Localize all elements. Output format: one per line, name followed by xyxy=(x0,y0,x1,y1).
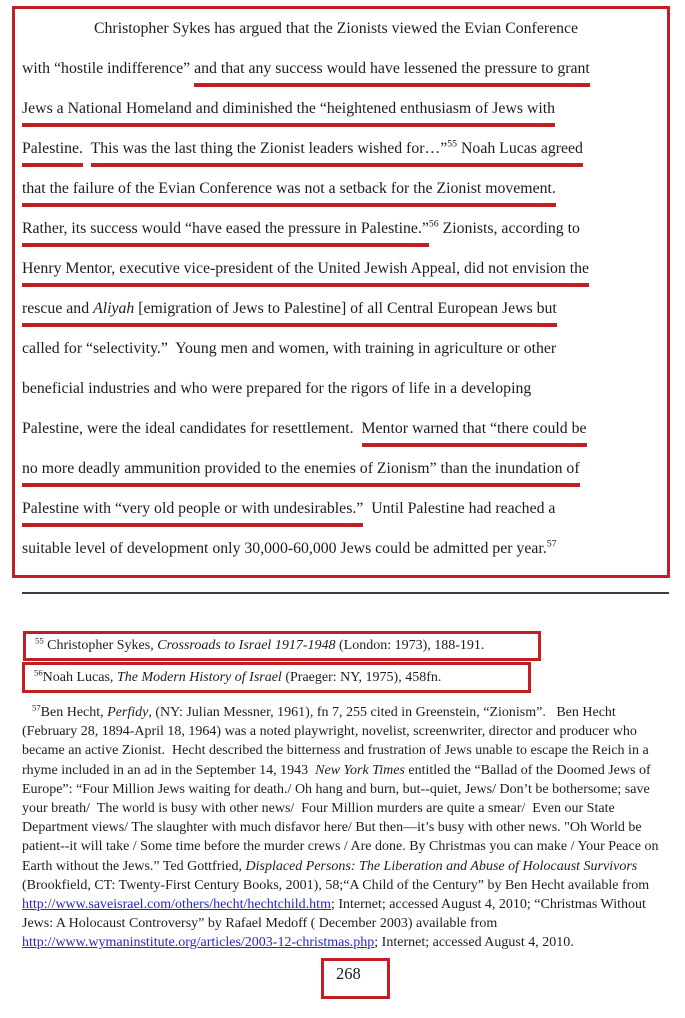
red-underlined-text xyxy=(447,140,457,167)
text-segment: Zionists, according to xyxy=(438,220,580,237)
red-underlined-text: Rather, its success would “have eased the pressure in Palestine.” xyxy=(22,220,429,247)
text-segment: entitled the “Ballad of the Doomed Jews of Europe”: “Four Million Jews waiting for death./ Oh hang and burn, but--quiet, Jews/ Don’t be bothersome; save your breath/ The world is busy with other news/ Four Million murders are quite a smear/ Even our State Department views/ The slaughter with much disfavor here/ But then—it’s busy with other news. "Oh World be patient--it will take / Some time before the murder crews / Are done. By Christmas you can make / Your Peace on Earth without the Jews.” Ted Gottfried, xyxy=(22,762,662,874)
paragraph-line xyxy=(22,289,661,329)
text-segment xyxy=(83,140,91,157)
text-segment: ; Internet; accessed August 4, 2010. xyxy=(374,935,574,951)
text-segment: (Brookfield, CT: Twenty-First Century Books, 2001), 58;“A Child of the Century” by Ben Hecht available from xyxy=(22,858,653,893)
italic-text: Perfidy xyxy=(107,705,149,720)
footnote-separator-rule xyxy=(22,592,669,594)
red-underlined-text xyxy=(93,300,134,327)
footnote-marker: 55 xyxy=(35,635,44,646)
italic-text: Displaced Persons: The Liberation and Abuse of Holocaust Survivors xyxy=(245,858,638,874)
paragraph-line xyxy=(22,329,661,369)
text-segment xyxy=(246,859,638,874)
text-segment: Noah Lucas, xyxy=(42,669,117,685)
text-segment xyxy=(157,638,335,653)
text-segment: with “hostile indifference” xyxy=(22,60,195,77)
footnote-marker: 55 xyxy=(447,138,458,150)
red-underlined-text: Mentor warned that “there could be xyxy=(362,420,587,447)
red-underlined-text: rescue and xyxy=(22,300,93,327)
footnote-56 xyxy=(34,666,442,686)
footnote-marker xyxy=(547,540,557,557)
paragraph-line xyxy=(22,489,661,529)
text-segment: Christopher Sykes has argued that the Zionists viewed the Evian Conference xyxy=(94,20,579,37)
red-underlined-text: Palestine with “very old people or with undesirables.” xyxy=(22,500,363,527)
footnote-55 xyxy=(35,635,485,654)
text-segment xyxy=(315,763,405,778)
text-segment: suitable level of development only 30,000-60,000 Jews could be admitted per year. xyxy=(22,540,547,557)
text-segment: beneficial industries and who were prepared for the rigors of life in a developing xyxy=(22,380,532,397)
page-number-annotation-box xyxy=(321,958,390,999)
text-segment xyxy=(107,705,148,720)
paragraph-line xyxy=(22,89,661,129)
paragraph-line xyxy=(22,529,661,569)
main-paragraph-annotation-box xyxy=(12,6,670,578)
text-segment: (Praeger: NY, 1975), 458fn. xyxy=(281,669,442,685)
citation-link[interactable]: http://www.wymaninstitute.org/articles/2003-12-christmas.php xyxy=(22,935,375,951)
text-segment: Palestine, were the ideal candidates for resettlement. xyxy=(22,420,362,437)
italic-text: New York Times xyxy=(315,762,405,778)
footnote-marker xyxy=(35,635,44,653)
text-segment xyxy=(117,670,282,685)
red-underlined-text: that the failure of the Evian Conference was not a setback for the Zionist movement. xyxy=(22,180,556,207)
red-underlined-text: Jews a National Homeland and diminished the “heightened enthusiasm of Jews with xyxy=(22,100,555,127)
red-underlined-text: This was the last thing the Zionist leaders wished for…” xyxy=(91,140,448,167)
text-segment: Christopher Sykes, xyxy=(43,638,158,653)
footnote-marker xyxy=(32,702,41,720)
red-underlined-text: Henry Mentor, executive vice-president of the United Jewish Appeal, did not envision the xyxy=(22,260,589,287)
red-underlined-text: and that any success would have lessened the pressure to grant xyxy=(194,60,590,87)
paragraph-line xyxy=(22,169,661,209)
footnote-57 xyxy=(22,703,672,953)
red-underlined-text: [emigration of Jews to Palestine] of all Central European Jews but xyxy=(134,300,556,327)
text-segment: Until Palestine had reached a xyxy=(363,500,556,517)
paragraph-line xyxy=(22,209,661,249)
paragraph-line xyxy=(22,129,661,169)
paragraph-line xyxy=(22,49,661,89)
paragraph-line xyxy=(22,369,661,409)
footnote-marker xyxy=(34,666,43,685)
paragraph-line xyxy=(22,409,661,449)
page-number: 268 xyxy=(336,964,361,983)
italic-text: Aliyah xyxy=(93,300,135,317)
red-underlined-text: no more deadly ammunition provided to the enemies of Zionism” than the inundation of xyxy=(22,460,580,487)
footnote-marker: 56 xyxy=(34,666,43,677)
paragraph-line xyxy=(22,249,661,289)
paragraph-line xyxy=(22,9,661,49)
red-underlined-text: Noah Lucas agreed xyxy=(457,140,583,167)
footnote-55-annotation-box xyxy=(23,631,541,661)
text-segment: called for “selectivity.” Young men and women, with training in agriculture or other xyxy=(22,340,557,357)
citation-link[interactable]: http://www.saveisrael.com/others/hecht/hechtchild.htm xyxy=(22,897,331,913)
footnote-marker: 57 xyxy=(546,538,557,550)
text-segment: , (NY: Julian Messner, 1961), fn 7, 255 cited in Greenstein, “Zionism”. Ben Hecht (February 28, 1894-April 18, 1964) was a noted playwright, novelist, screenwriter, director and producer who became an active Zionist. Hecht described the bitterness and frustration of Jews unable to escape the Reich in a rhyme included in an ad in the September 14, 1943 xyxy=(22,705,653,778)
footnote-marker: 57 xyxy=(32,702,41,713)
footnote-marker: 56 xyxy=(428,218,439,230)
main-paragraph xyxy=(22,9,661,569)
text-segment: (London: 1973), 188-191. xyxy=(335,638,485,653)
text-segment: Ben Hecht, xyxy=(40,705,108,720)
paragraph-line xyxy=(22,449,661,489)
italic-text: Crossroads to Israel 1917-1948 xyxy=(157,638,336,653)
red-underlined-text: Palestine. xyxy=(22,140,83,167)
italic-text: The Modern History of Israel xyxy=(116,669,282,685)
text-segment: ; Internet; accessed August 4, 2010; “Christmas Without Jews: A Holocaust Controversy” by Rafael Medoff ( December 2003) available from xyxy=(22,897,650,932)
footnote-56-annotation-box xyxy=(22,662,531,693)
footnote-marker xyxy=(429,220,439,237)
